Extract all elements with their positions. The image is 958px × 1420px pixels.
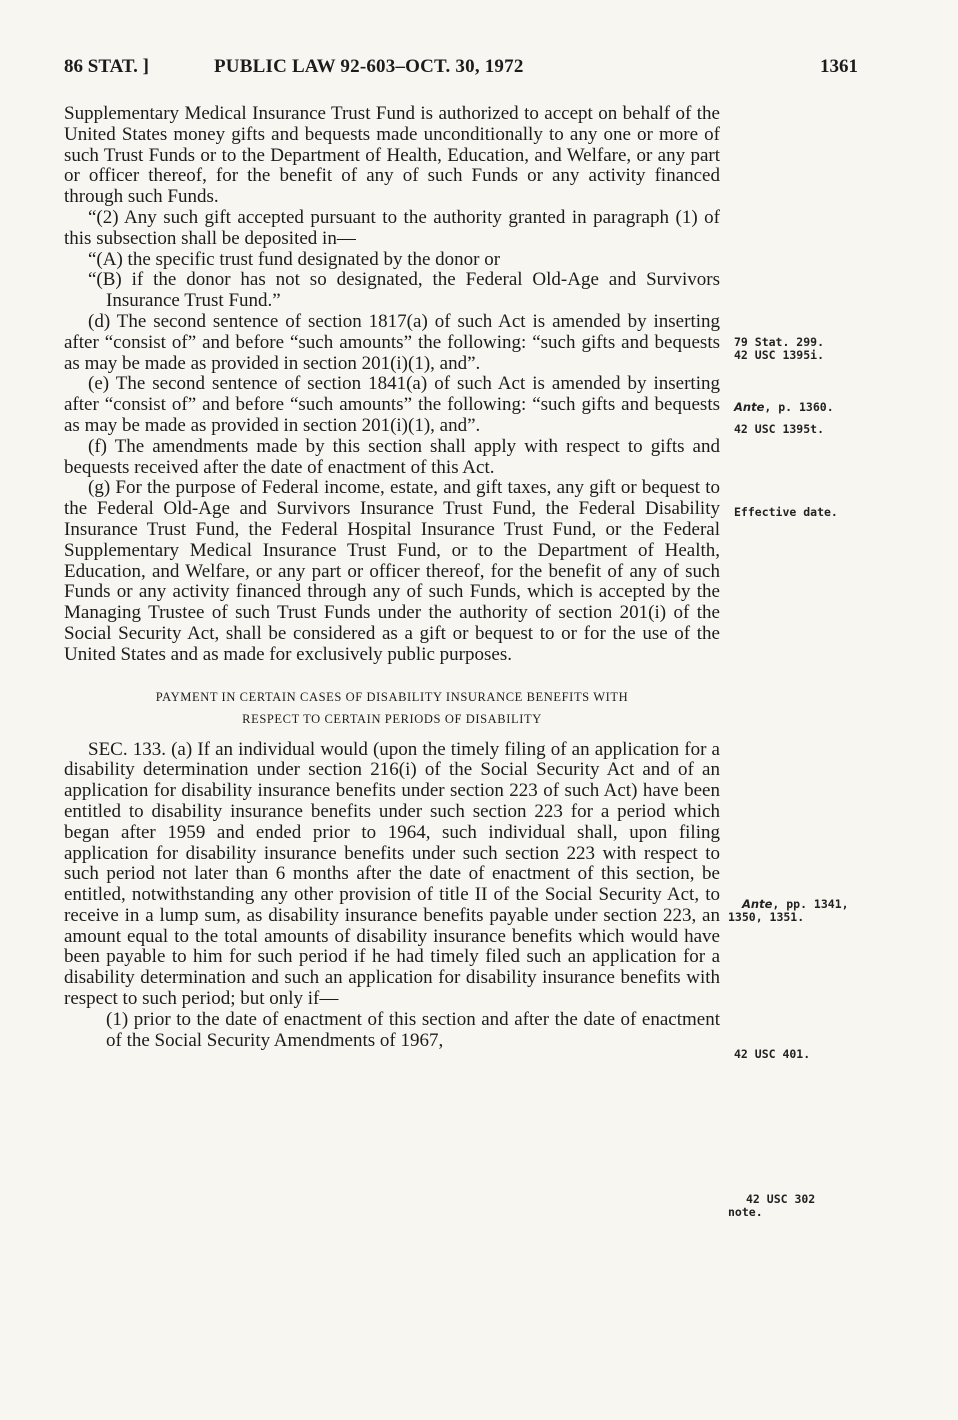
paragraph-d: (d) The second sentence of section 1817(a) of such Act is amended by inserting after “consist of” and before “such amounts” the following: “such gifts and bequests as may be made as provided in section 201(i)(1), and”. [64, 310, 720, 374]
item-1: (1) prior to the date of enactment of this section and after the date of enactment of the Social Security Amendments of 1967, [106, 1008, 720, 1051]
paragraph-f: (f) The amendments made by this section shall apply with respect to gifts and bequests received after the date of enactment of this Act. [64, 435, 720, 478]
heading-line-2: RESPECT TO CERTAIN PERIODS OF DISABILITY [242, 711, 542, 726]
margin-note-effective-date: Effective date. [734, 505, 838, 519]
margin-note-79-stat: 79 Stat. 299. 42 USC 1395i. [734, 335, 825, 362]
paragraph-e: (e) The second sentence of section 1841(a) of such Act is amended by inserting after “consist of” and before “such amounts” the following: “such gifts and bequests as may be made as provided in section 201(i)(1), and”. [64, 373, 720, 436]
margin-note-42-usc-401: 42 USC 401. [734, 1047, 811, 1061]
paragraph-g: (g) For the purpose of Federal income, estate, and gift taxes, any gift or bequest to the Federal Old-Age and Survivors Insurance Trust Fund, the Federal Disability Insurance Trust Fund, the Federal Hospital Insurance Trust Fund, or the Federal Supplementary Medical Insurance Trust Fund, or to the Department of Health, Education, and Welfare, or any part or officer thereof, for the benefit of any of such Funds or any activity financed through any of such Funds, which is accepted by the Managing Trustee of such Trust Funds under the authority of section 201(i) of the Social Security Act, shall be considered as a gift or bequest to or for the use of the United States and as made for exclusively public purposes. [64, 477, 720, 665]
margin-note-ante-1360: Ante, p. 1360. [734, 400, 834, 414]
paragraph-2b: “(B) if the donor has not so designated, the Federal Old-Age and Survivors Insurance Trust Fund.” [88, 269, 720, 312]
paragraph-2: “(2) Any such gift accepted pursuant to the authority granted in paragraph (1) of this subsection shall be deposited in— [64, 206, 720, 249]
page-number: 1361 [820, 56, 858, 77]
margin-note-ante-1341: Ante, pp. 1341, 1350, 1351. [728, 897, 849, 924]
paragraph-2a: “(A) the specific trust fund designated by the donor or [88, 248, 501, 270]
document-body [64, 104, 720, 1051]
paragraph-continuation: Supplementary Medical Insurance Trust Fund is authorized to accept on behalf of the United States money gifts and bequests made unconditionally to any one or more of such Trust Funds or to the Department of Health, Education, and Welfare, or any part or officer thereof, for the benefit of any of such Funds or any activity financed through such Funds. [64, 103, 720, 208]
heading-line-1: PAYMENT IN CERTAIN CASES OF DISABILITY INSURANCE BENEFITS WITH [155, 689, 629, 704]
margin-note-42-usc-1395t: 42 USC 1395t. [734, 422, 825, 436]
stat-reference: 86 STAT. ] [64, 56, 149, 77]
page-header [64, 56, 858, 82]
section-heading [64, 686, 720, 730]
margin-note-42-usc-302: 42 USC 302 note. [728, 1192, 816, 1219]
law-title: PUBLIC LAW 92-603–OCT. 30, 1972 [214, 56, 524, 77]
section-133-paragraph: SEC. 133. (a) If an individual would (upon the timely filing of an application for a disability determination under section 216(i) of the Social Security Act and of an application for disability insurance benefits under section 223 of such Act) have been entitled to disability insurance benefits under such section 223 for a period which began after 1959 and ended prior to 1964, such individual shall, upon filing application for disability insurance benefits under such section 223 with respect to such period not later than 6 months after the date of enactment of this section, be entitled, notwithstanding any other provision of title II of the Social Security Act, to receive in a lump sum, as disability insurance benefits payable under section 223, an amount equal to the total amounts of disability insurance benefits which would have been payable to him for such period if he had timely filed such an application for a disability determination and such an application for disability insurance benefits with respect to such period; but only if— [64, 738, 720, 1010]
